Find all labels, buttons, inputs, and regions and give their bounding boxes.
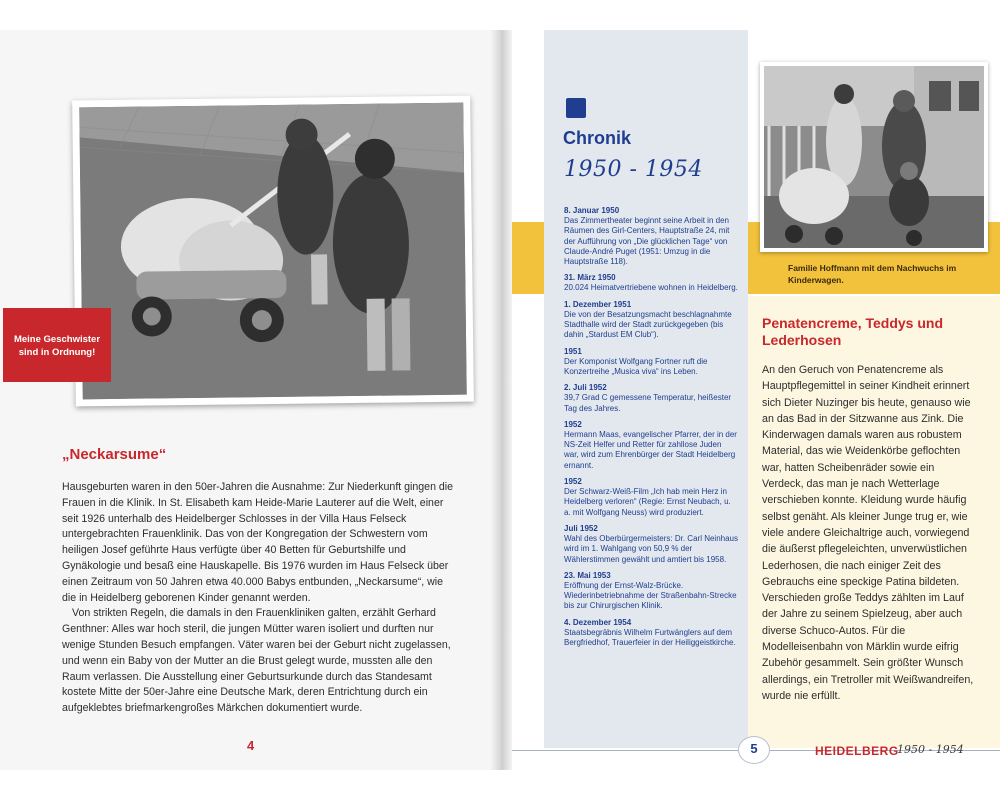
chronicle-title: Chronik [563,128,632,148]
chronicle-entry [564,523,738,565]
chronicle-entry [564,346,738,378]
chronicle-entry [564,476,738,518]
chronicle-entry [564,205,738,267]
entry-text: Wahl des Oberbürgermeisters: Dr. Carl Neinhaus wird im 1. Wahlgang von 50,9 % der Wählerstimmen gewählt und amtiert bis 1958. [564,533,738,564]
entry-date: 2. Juli 1952 [564,383,607,393]
entry-date: 1952 [564,477,582,487]
chronicle-marker-icon [566,98,586,118]
caption-line-2: sind in Ordnung! [18,347,96,358]
chronicle-years: 1950 - 1954 [564,157,703,182]
chronicle-entries [564,205,738,653]
entry-text: Die von der Besatzungsmacht beschlagnahmte Stadthalle wird der Stadt zurückgegeben (bis dahin „Stardust EM Club“). [564,309,732,340]
book-gutter [490,30,512,770]
entry-date: 1952 [564,419,582,429]
entry-date: 8. Januar 1950 [564,206,620,215]
page-number-left: 4 [247,738,255,753]
chronicle-entry [564,570,738,612]
photo-caption-right: Familie Hoffmann mit dem Nachwuchs im Kinderwagen. [788,263,957,285]
entry-date: 23. Mai 1953 [564,570,611,580]
chronicle-entry [564,272,738,293]
entry-text: Eröffnung der Ernst-Walz-Brücke. Wiederinbetriebnahme der Straßenbahn-Strecke bis zur Chirurgischen Klinik. [564,580,737,611]
photo-family-hoffmann-image [764,66,984,248]
chronicle-entry [564,419,738,471]
yellow-band [512,222,544,294]
paragraph: Von strikten Regeln, die damals in den Frauenkliniken galten, erzählt Gerhard Genthner: Alles war hoch steril, die jungen Mütter waren isoliert und durften nur wenige Stunden Besuch empfangen. Väter waren bei der Geburt nicht zugelassen, und wenn ein Baby von der Mutter an die Brust gelegt wurde, mussten alle den Raum verlassen. Die Ausstellung einer Geburtsurkunde durch das Standesamt kostete Mitte der 50er-Jahre eine Deutsche Mark, deren Entrichtung durch ein aufgeklebtes briefmarkengroßes Märkchen dokumentiert wurde. [62,607,451,715]
paragraph: Hausgeburten waren in den 50er-Jahren die Ausnahme: Zur Niederkunft gingen die Frauen in die Klinik. In St. Elisabeth kam Heide-Marie Lauterer auf die Welt, einer seit 1926 unterhalb des Heidelberger Schlosses in der Villa Haus Felseck untergebrachten Frauenklinik. Das von der Kongregation der Schwestern vom heiligen Josef geführte Haus verfügte über 40 Betten für Geburtshilfe und Gynäkologie und besaß eine Hauskapelle. Bis 1976 wurden im Haus Felseck über einen Zeitraum von 50 Jahren etwa 40.000 Babys entbunden, „Neckarsume“, wie die in Heidelberg geborenen Kinder genannt werden. [62,481,454,604]
entry-text: Hermann Maas, evangelischer Pfarrer, der in der NS-Zeit Helfer und Retter für zahllose Juden war, wird zum Ehrenbürger der Stadt Heidelberg ernannt. [564,429,737,470]
caption-line-1: Meine Geschwister [13,334,101,345]
photo-caption-badge [3,308,111,382]
section-title-neckarsume: „Neckarsume“ [62,446,167,463]
footer-years: 1950 - 1954 [897,743,964,756]
body-text-right: An den Geruch von Penatencreme als Hauptpflegemittel in seiner Kindheit erinnert sich Dieter Nuzinger bis heute, genauso wie an das Bad in der Sitzwanne aus Zink. Die Kinderwagen damals waren aus robustem Material, das wie Weidenkörbe geflochten war, hatten Scheibenräder sowie ein Verdeck, das man je nach Wetterlage verschieben konnte. Kleidung wurde häufig selbst genäht. Als kleiner Junge trug er, wie viele andere Gleichaltrige auch, vorwiegend die äußerst pflegeleichten, unverwüstlichen Lederhosen, die nach einiger Zeit des Gebrauchs eine speckige Patina bildeten. Verschieden große Teddys zählten im Lauf der Jahre zu seinem Spielzeug, aber auch diverse Schuco-Autos. Für die Modelleisenbahn von Märklin wurde eifrig Zubehör gesammelt. Sein größter Wunsch allerdings, ein Tretroller mit Weißwandreifen, wurde nie erfüllt. [762,364,974,702]
entry-text: Staatsbegräbnis Wilhelm Furtwänglers auf dem Bergfriedhof, Trauerfeier in der Heiliggeistkirche. [564,627,736,648]
entry-date: 31. März 1950 [564,273,616,283]
photo-children-with-pram-image [79,103,467,400]
page-number-right: 5 [750,741,758,756]
photo-children-with-pram [72,96,474,407]
entry-date: 4. Dezember 1954 [564,617,632,627]
entry-text: Das Zimmertheater beginnt seine Arbeit in den Räumen des Girl-Centers, Hauptstraße 24, mit der Aufführung von „Die glücklichen Tage“ von Claude-André Puget (1951: Umzug in die Hauptstraße 118). [564,216,730,267]
entry-date: 1. Dezember 1951 [564,299,632,309]
entry-date: 1951 [564,346,582,356]
body-text-left [62,480,460,717]
entry-text: Der Schwarz-Weiß-Film „Ich hab mein Herz in Heidelberg verloren“ (Regie: Ernst Neubach, u. a. mit Wolfgang Neuss) wird produziert. [564,487,731,517]
entry-text: 39,7 Grad C gemessene Temperatur, heißester Tag des Jahres. [564,393,732,413]
section-title-penatencreme: Penatencreme, Teddys und Lederhosen [762,315,944,348]
chronicle-entry [564,299,738,341]
entry-text: Der Komponist Wolfgang Fortner ruft die Konzertreihe „Musica viva“ ins Leben. [564,356,708,376]
footer-brand: HEIDELBERG [815,744,899,758]
chronicle-entry [564,382,738,414]
chronicle-entry [564,617,738,649]
entry-date: Juli 1952 [564,523,598,533]
photo-family-hoffmann [760,62,988,252]
entry-text: 20.024 Heimatvertriebene wohnen in Heidelberg. [564,283,738,293]
